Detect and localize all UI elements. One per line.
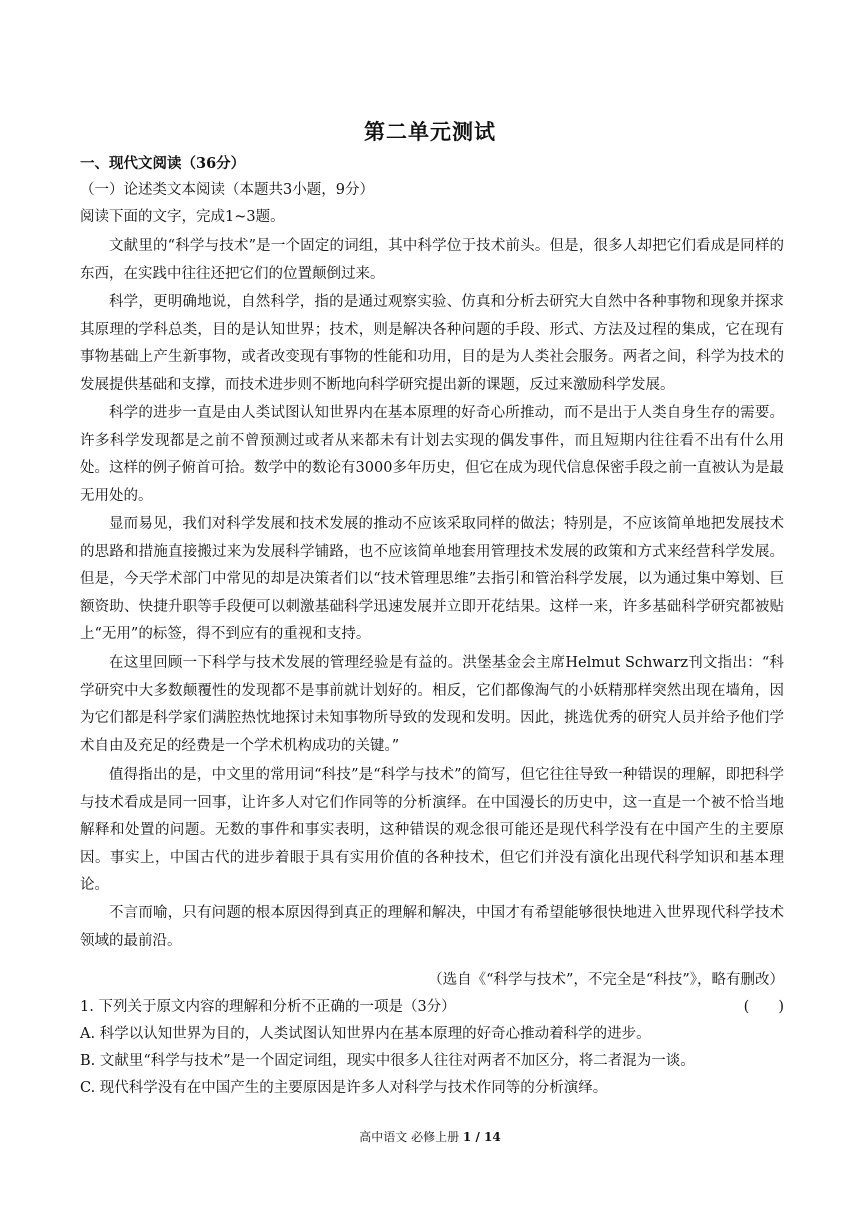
question-1-stem bbox=[80, 997, 784, 1017]
source-citation: （选自《“科学与技术”，不完全是“科技”》，略有删改） bbox=[428, 972, 784, 988]
paragraph-6: 值得指出的是，中文里的常用词“科技”是“科学与技术”的简写，但它往往导致一种错误的理解，即把科学与技术看成是同一回事，让许多人对它们作同等的分析演绎。在中国漫长的历史中，这一直是一个被不恰当地解释和处置的问题。无数的事件和事实表明，这种错误的观念很可能还是现代科学没有在中国产生的主要原因。事实上，中国古代的进步着眼于具有实用价值的各种技术，但它们并没有演化出现代科学知识和基本理论。 bbox=[80, 767, 784, 894]
footer-book-name: 高中语文 必修上册 bbox=[359, 1130, 460, 1144]
paragraph-4: 显而易见，我们对科学发展和技术发展的推动不应该采取同样的做法；特别是，不应该简单地把发展技术的思路和措施直接搬过来为发展科学铺路，也不应该简单地套用管理技术发展的政策和方式来经营科学发展。但是，今天学术部门中常见的却是决策者们以“技术管理思维”去指引和管治科学发展，以为通过集中筹划、巨额资助、快捷升职等手段便可以刺激基础科学迅速发展并立即开花结果。这样一来，许多基础科学研究都被贴上“无用”的标签，得不到应有的重视和支持。 bbox=[80, 516, 784, 643]
paragraph-3: 科学的进步一直是由人类试图认知世界内在基本原理的好奇心所推动，而不是出于人类自身生存的需要。许多科学发现都是之前不曾预测过或者从来都未有计划去实现的偶发事件，而且短期内往往看不出有什么用处。这样的例子俯首可拾。数学中的数论有3000多年历史，但它在成为现代信息保密手段之前一直被认为是最无用处的。 bbox=[80, 405, 784, 504]
answer-blank[interactable]: ( ) bbox=[743, 999, 784, 1015]
question-stem-text: 1. 下列关于原文内容的理解和分析不正确的一项是（3分） bbox=[80, 999, 456, 1015]
paragraph-5: 在这里回顾一下科学与技术发展的管理经验是有益的。洪堡基金会主席Helmut Schwarz刊文指出：“科学研究中大多数颠覆性的发现都不是事前就计划好的。相反，它们都像淘气的小妖精那样突然出现在墙角，因为它们都是科学家们满腔热忱地探讨未知事物所导致的发现和发明。因此，挑选优秀的研究人员并给予他们学术自由及充足的经费是一个学术机构成功的关键。” bbox=[80, 655, 784, 754]
paragraph-1: 文献里的“科学与技术”是一个固定的词组，其中科学位于技术前头。但是，很多人却把它们看成是同样的东西，在实践中往往还把它们的位置颠倒过来。 bbox=[80, 238, 784, 282]
reading-instruction: 阅读下面的文字，完成1~3题。 bbox=[80, 209, 285, 225]
page-title: 第二单元测试 bbox=[364, 119, 496, 144]
page-number: 1 / 14 bbox=[462, 1130, 501, 1144]
option-a: A. 科学以认知世界为目的，人类试图认知世界内在基本原理的好奇心推动着科学的进步。 bbox=[80, 1026, 651, 1042]
page-footer bbox=[0, 1128, 860, 1145]
subsection-heading: （一）论述类文本阅读（本题共3小题，9分） bbox=[80, 182, 374, 198]
paragraph-2: 科学，更明确地说，自然科学，指的是通过观察实验、仿真和分析去研究大自然中各种事物和现象并探求其原理的学科总类，目的是认知世界；技术，则是解决各种问题的手段、形式、方法及过程的集成，它在现有事物基础上产生新事物，或者改变现有事物的性能和功用，目的是为人类社会服务。两者之间，科学为技术的发展提供基础和支撑，而技术进步则不断地向科学研究提出新的课题，反过来激励科学发展。 bbox=[80, 294, 784, 393]
paragraph-7: 不言而喻，只有问题的根本原因得到真正的理解和解决，中国才有希望能够很快地进入世界现代科学技术领域的最前沿。 bbox=[80, 905, 784, 949]
option-b: B. 文献里“科学与技术”是一个固定词组，现实中很多人往往对两者不加区分，将二者混为一谈。 bbox=[80, 1053, 695, 1069]
option-c: C. 现代科学没有在中国产生的主要原因是许多人对科学与技术作同等的分析演绎。 bbox=[80, 1080, 608, 1096]
section-heading: 一、现代文阅读（36分） bbox=[80, 155, 246, 172]
